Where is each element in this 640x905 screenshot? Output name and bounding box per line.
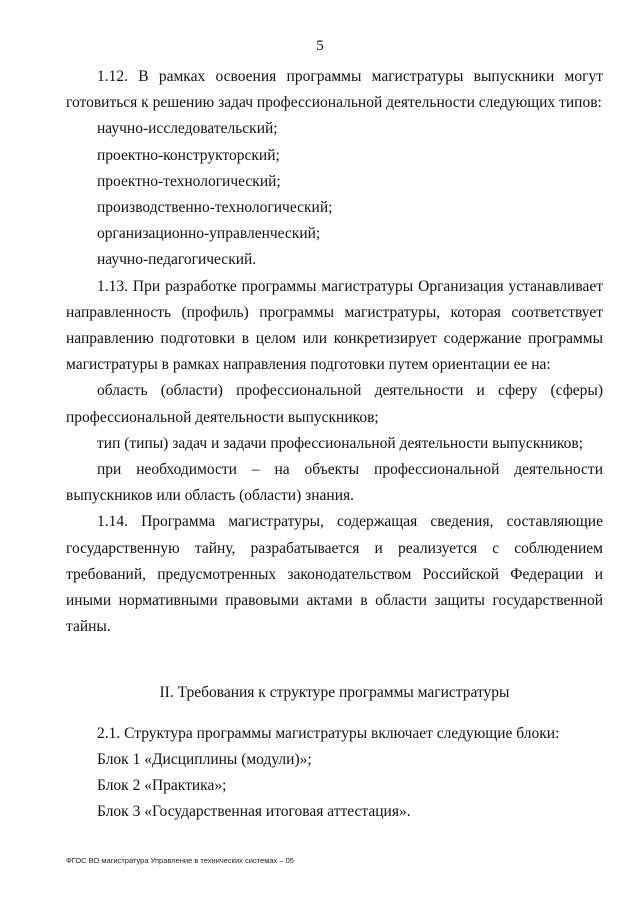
paragraph-1-13-a: область (области) профессиональной деятельности и сферу (сферы) профессиональной деятельности выпускников; — [66, 382, 603, 426]
list-item-block: Блок 2 «Практика»; — [97, 777, 227, 795]
page-number: 5 — [316, 38, 324, 54]
paragraph-2-1: 2.1. Структура программы магистратуры включает следующие блоки: — [97, 724, 560, 742]
list-item-type: научно-исследовательский; — [97, 120, 278, 138]
list-item-block: Блок 3 «Государственная итоговая аттестация». — [97, 803, 411, 821]
paragraph-1-13: 1.13. При разработке программы магистратуры Организация устанавливает направленность (профиль) программы магистратуры, которая соответствует направлению подготовки в целом или конкретизирует содержание программы магистратуры в рамках направления подготовки путем ориентации ее на: — [66, 277, 603, 374]
list-item-type: проектно-технологический; — [97, 172, 281, 190]
list-item-type: проектно-конструкторский; — [97, 146, 280, 164]
section-title: II. Требования к структуре программы магистратуры — [159, 684, 510, 702]
paragraph-1-13-c: при необходимости – на объекты профессиональной деятельности выпускников или область (области) знания. — [66, 461, 603, 505]
list-item-type: производственно-технологический; — [97, 199, 333, 217]
list-item-type: научно-педагогический. — [97, 251, 257, 269]
list-item-block: Блок 1 «Дисциплины (модули)»; — [97, 750, 312, 768]
paragraph-1-13-b: тип (типы) задач и задачи профессиональной деятельности выпускников; — [97, 434, 584, 452]
page-footer: ФГОС ВО магистратура Управление в технических системах – 05 — [66, 856, 294, 865]
list-item-type: организационно-управленческий; — [97, 225, 321, 243]
document-body — [66, 64, 603, 825]
paragraph-1-12: 1.12. В рамках освоения программы магистратуры выпускники могут готовиться к решению задач профессиональной деятельности следующих типов: — [66, 68, 603, 112]
paragraph-1-14: 1.14. Программа магистратуры, содержащая сведения, составляющие государственную тайну, разрабатывается и реализуется с соблюдением требований, предусмотренных законодательством Российской Федерации и иными нормативными правовыми актами в области защиты государственной тайны. — [66, 513, 603, 636]
